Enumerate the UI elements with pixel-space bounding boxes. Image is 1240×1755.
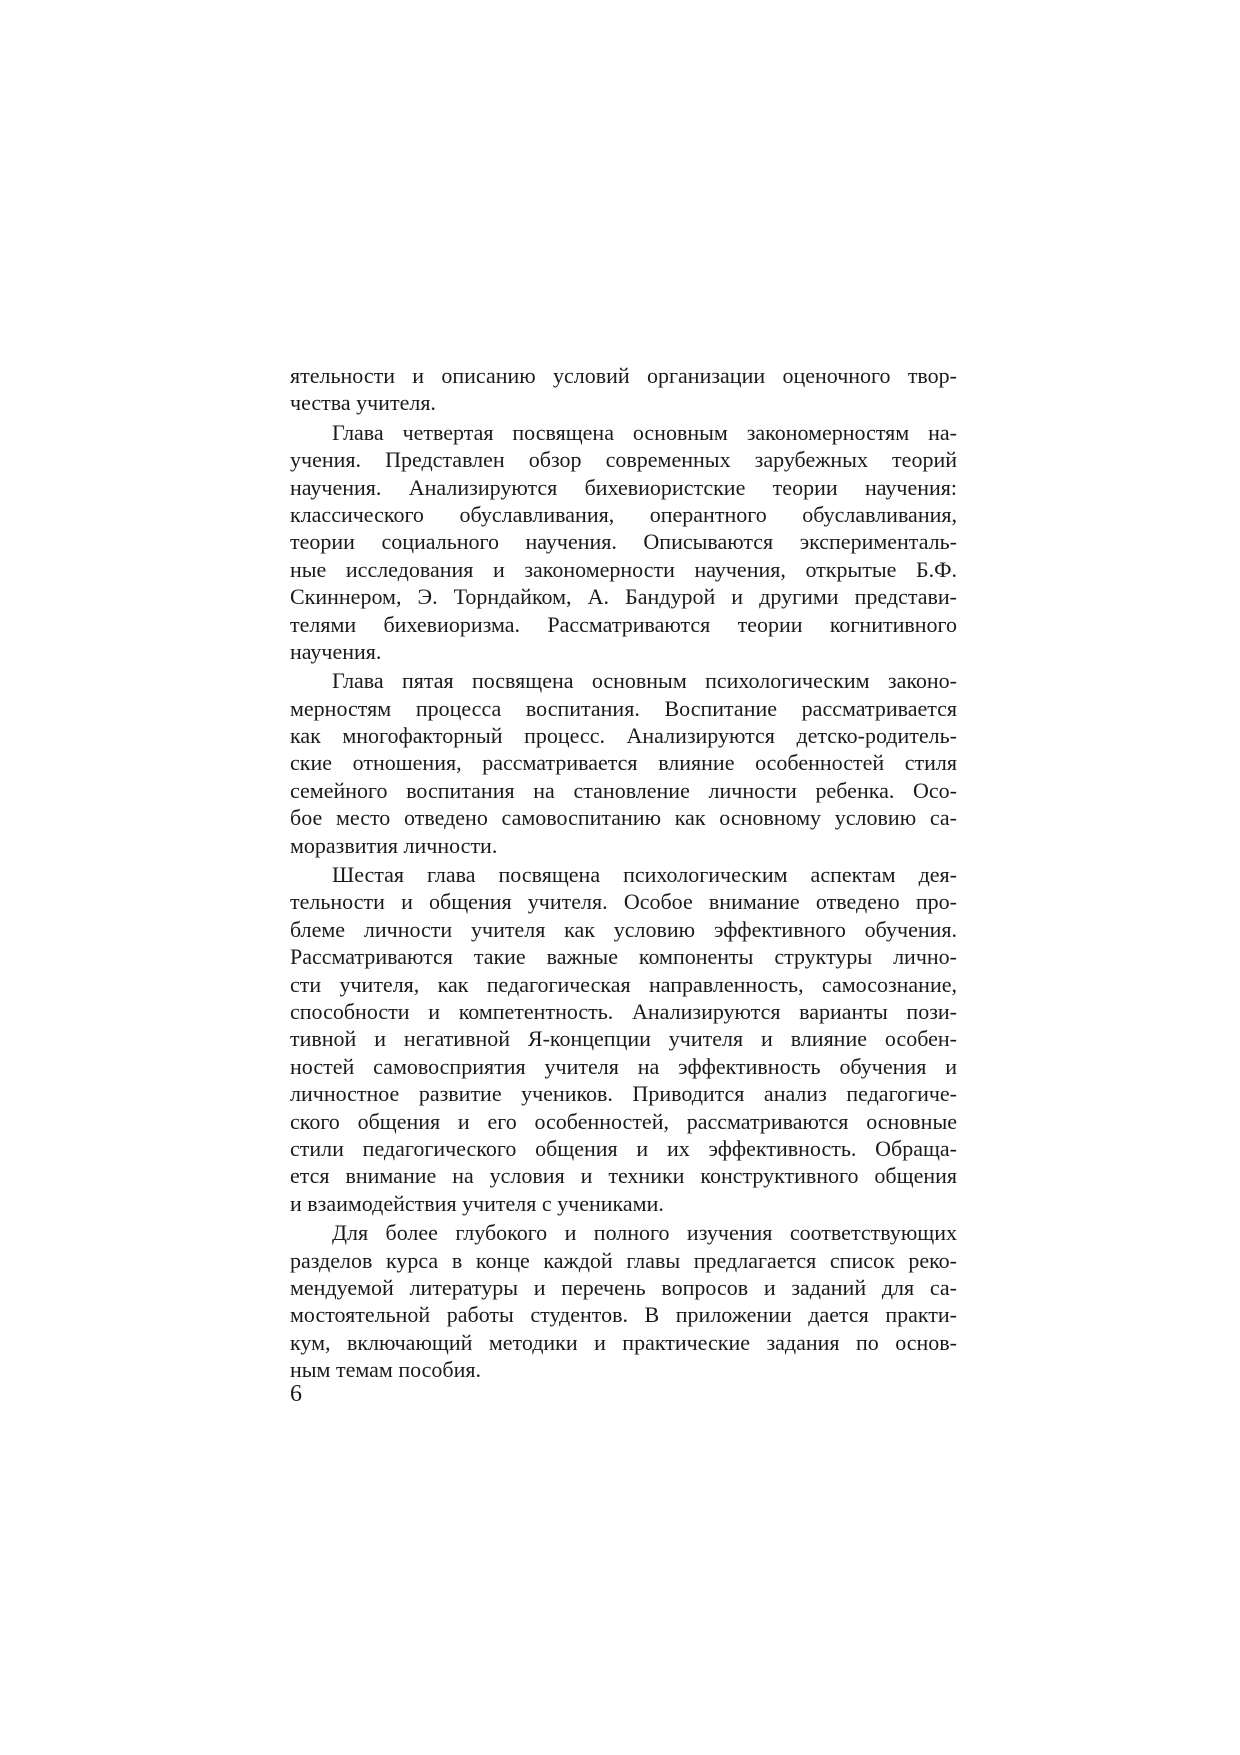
text-line: тельности и общения учителя. Особое внимание отведено про- xyxy=(290,889,957,915)
text-line: семейного воспитания на становление личности ребенка. Осо- xyxy=(290,777,957,803)
text-line: ятельности и описанию условий организации оценочного твор- xyxy=(290,363,957,388)
text-line: блеме личности учителя как условию эффективного обучения. xyxy=(290,916,957,942)
text-line: мостоятельной работы студентов. В приложении дается практи- xyxy=(290,1302,957,1328)
text-line: телями бихевиоризма. Рассматриваются теории когнитивного xyxy=(290,611,957,637)
text-line: научения. xyxy=(290,638,382,664)
text-line: ностей самовосприятия учителя на эффективность обучения и xyxy=(290,1053,957,1079)
text-line: моразвития личности. xyxy=(290,832,498,858)
text-line: Рассматриваются такие важные компоненты структуры лично- xyxy=(290,944,957,970)
text-line: ные исследования и закономерности научения, открытые Б.Ф. xyxy=(290,556,957,582)
text-line: Шестая глава посвящена психологическим аспектам дея- xyxy=(332,862,957,888)
text-line: ского общения и его особенностей, рассматриваются основные xyxy=(290,1108,957,1134)
text-line: способности и компетентность. Анализируются варианты пози- xyxy=(290,998,957,1024)
text-line: сти учителя, как педагогическая направленность, самосознание, xyxy=(290,971,957,997)
text-line: теории социального научения. Описываются эксперименталь- xyxy=(290,529,957,555)
page-number: 6 xyxy=(290,1381,302,1407)
text-line: ется внимание на условия и техники конструктивного общения xyxy=(290,1163,957,1189)
text-line: тивной и негативной Я-концепции учителя и влияние особен- xyxy=(290,1026,957,1052)
text-line: мерностям процесса воспитания. Воспитание рассматривается xyxy=(290,695,957,721)
text-line: стили педагогического общения и их эффективность. Обраща- xyxy=(290,1135,957,1161)
text-line: ным темам пособия. xyxy=(290,1357,481,1383)
paragraph-continuation xyxy=(290,362,957,417)
body-text xyxy=(290,362,957,1385)
paragraph-chapter-six xyxy=(290,861,957,1217)
paragraph-chapter-four xyxy=(290,419,957,666)
text-line: мендуемой литературы и перечень вопросов и заданий для са- xyxy=(290,1274,957,1300)
paragraph-course-structure xyxy=(290,1219,957,1383)
text-line: Глава пятая посвящена основным психологическим законо- xyxy=(332,668,957,694)
text-line: Скиннером, Э. Торндайком, А. Бандурой и другими представи- xyxy=(290,584,957,610)
text-line: классического обуславливания, оперантного обуславливания, xyxy=(290,501,957,527)
text-line: чества учителя. xyxy=(290,390,436,416)
paragraph-chapter-five xyxy=(290,667,957,859)
text-line: как многофакторный процесс. Анализируются детско-родитель- xyxy=(290,723,957,749)
text-line: личностное развитие учеников. Приводится анализ педагогиче- xyxy=(290,1081,957,1107)
text-line: Для более глубокого и полного изучения соответствующих xyxy=(332,1220,957,1246)
text-line: ские отношения, рассматривается влияние особенностей стиля xyxy=(290,750,957,776)
text-line: научения. Анализируются бихевиористские теории научения: xyxy=(290,474,957,500)
text-line: кум, включающий методики и практические задания по основ- xyxy=(290,1329,957,1355)
text-line: и взаимодействия учителя с учениками. xyxy=(290,1190,664,1216)
text-line: учения. Представлен обзор современных зарубежных теорий xyxy=(290,447,957,473)
text-line: Глава четвертая посвящена основным закономерностям на- xyxy=(332,419,957,445)
text-line: бое место отведено самовоспитанию как основному условию са- xyxy=(290,805,957,831)
text-line: разделов курса в конце каждой главы предлагается список реко- xyxy=(290,1247,957,1273)
